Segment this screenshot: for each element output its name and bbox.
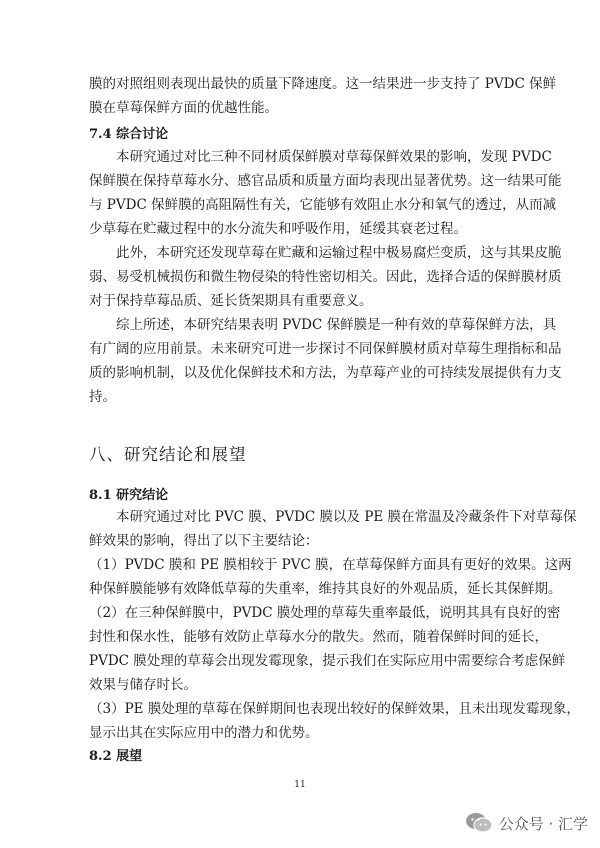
text-line: 有广阔的应用前景。未来研究可进一步探讨不同保鲜膜材质对草莓生理指标和品 xyxy=(89,341,562,357)
text-line: 此外，本研究还发现草莓在贮藏和运输过程中极易腐烂变质，这与其果皮脆 xyxy=(116,245,562,261)
section-heading-8-1: 8.1 研究结论 xyxy=(89,488,169,503)
wechat-icon xyxy=(465,812,493,834)
text-line: （1）PVDC 膜和 PE 膜相较于 PVC 膜，在草莓保鲜方面具有更好的效果。这两 xyxy=(89,557,572,573)
chapter-heading-8: 八、研究结论和展望 xyxy=(89,445,247,464)
text-line: 持。 xyxy=(89,389,116,405)
text-line: 鲜效果的影响，得出了以下主要结论： xyxy=(89,533,319,549)
paragraph-continuation xyxy=(89,72,557,120)
section-heading-8-2: 8.2 展望 xyxy=(89,749,143,764)
text-line: 本研究通过对比三种不同材质保鲜膜对草莓保鲜效果的影响，发现 PVDC xyxy=(116,149,552,165)
text-line: 本研究通过对比 PVC 膜、PVDC 膜以及 PE 膜在常温及冷藏条件下对草莓保 xyxy=(116,509,577,525)
watermark-text: 公众号 · 汇学 xyxy=(498,814,588,833)
text-line: 对于保持草莓品质、延长货架期具有重要意义。 xyxy=(89,293,373,309)
text-line: PVDC 膜处理的草莓会出现发霉现象，提示我们在实际应用中需要综合考虑保鲜 xyxy=(89,653,566,669)
text-line: 保鲜膜在保持草莓水分、感官品质和质量方面均表现出显著优势。这一结果可能 xyxy=(89,173,562,189)
section-heading-7-4: 7.4 综合讨论 xyxy=(89,127,169,142)
text-line: 显示出其在实际应用中的潜力和优势。 xyxy=(89,725,319,741)
text-line: 弱、易受机械损伤和微生物侵染的特性密切相关。因此，选择合适的保鲜膜材质 xyxy=(89,269,562,285)
watermark xyxy=(465,812,588,834)
paragraph-conclusion-intro xyxy=(89,505,577,553)
text-line: 少草莓在贮藏过程中的水分流失和呼吸作用，延缓其衰老过程。 xyxy=(89,221,467,237)
conclusion-item-3 xyxy=(89,697,580,745)
text-line: 效果与储存时长。 xyxy=(89,677,197,693)
text-line: 种保鲜膜能够有效降低草莓的失重率，维持其良好的外观品质，延长其保鲜期。 xyxy=(89,581,562,597)
paragraph-summary xyxy=(89,313,562,409)
text-line: （3）PE 膜处理的草莓在保鲜期间也表现出较好的保鲜效果，且未出现发霉现象， xyxy=(89,701,580,717)
text-line: 膜在草莓保鲜方面的优越性能。 xyxy=(89,100,278,116)
paragraph-additional xyxy=(89,241,562,313)
conclusion-item-1 xyxy=(89,553,572,601)
text-line: 膜的对照组则表现出最快的质量下降速度。这一结果进一步支持了 PVDC 保鲜 xyxy=(89,76,557,92)
page-number: 11 xyxy=(294,780,306,790)
text-line: （2）在三种保鲜膜中，PVDC 膜处理的草莓失重率最低，说明其具有良好的密 xyxy=(89,605,561,621)
conclusion-item-2 xyxy=(89,601,566,697)
paragraph-discussion xyxy=(89,145,562,241)
text-line: 封性和保水性，能够有效防止草莓水分的散失。然而，随着保鲜时间的延长， xyxy=(89,629,548,645)
text-line: 综上所述，本研究结果表明 PVDC 保鲜膜是一种有效的草莓保鲜方法，具 xyxy=(116,317,557,333)
text-line: 与 PVDC 保鲜膜的高阻隔性有关，它能够有效阻止水分和氧气的透过，从而减 xyxy=(89,197,557,213)
text-line: 质的影响机制，以及优化保鲜技术和方法，为草莓产业的可持续发展提供有力支 xyxy=(89,365,562,381)
